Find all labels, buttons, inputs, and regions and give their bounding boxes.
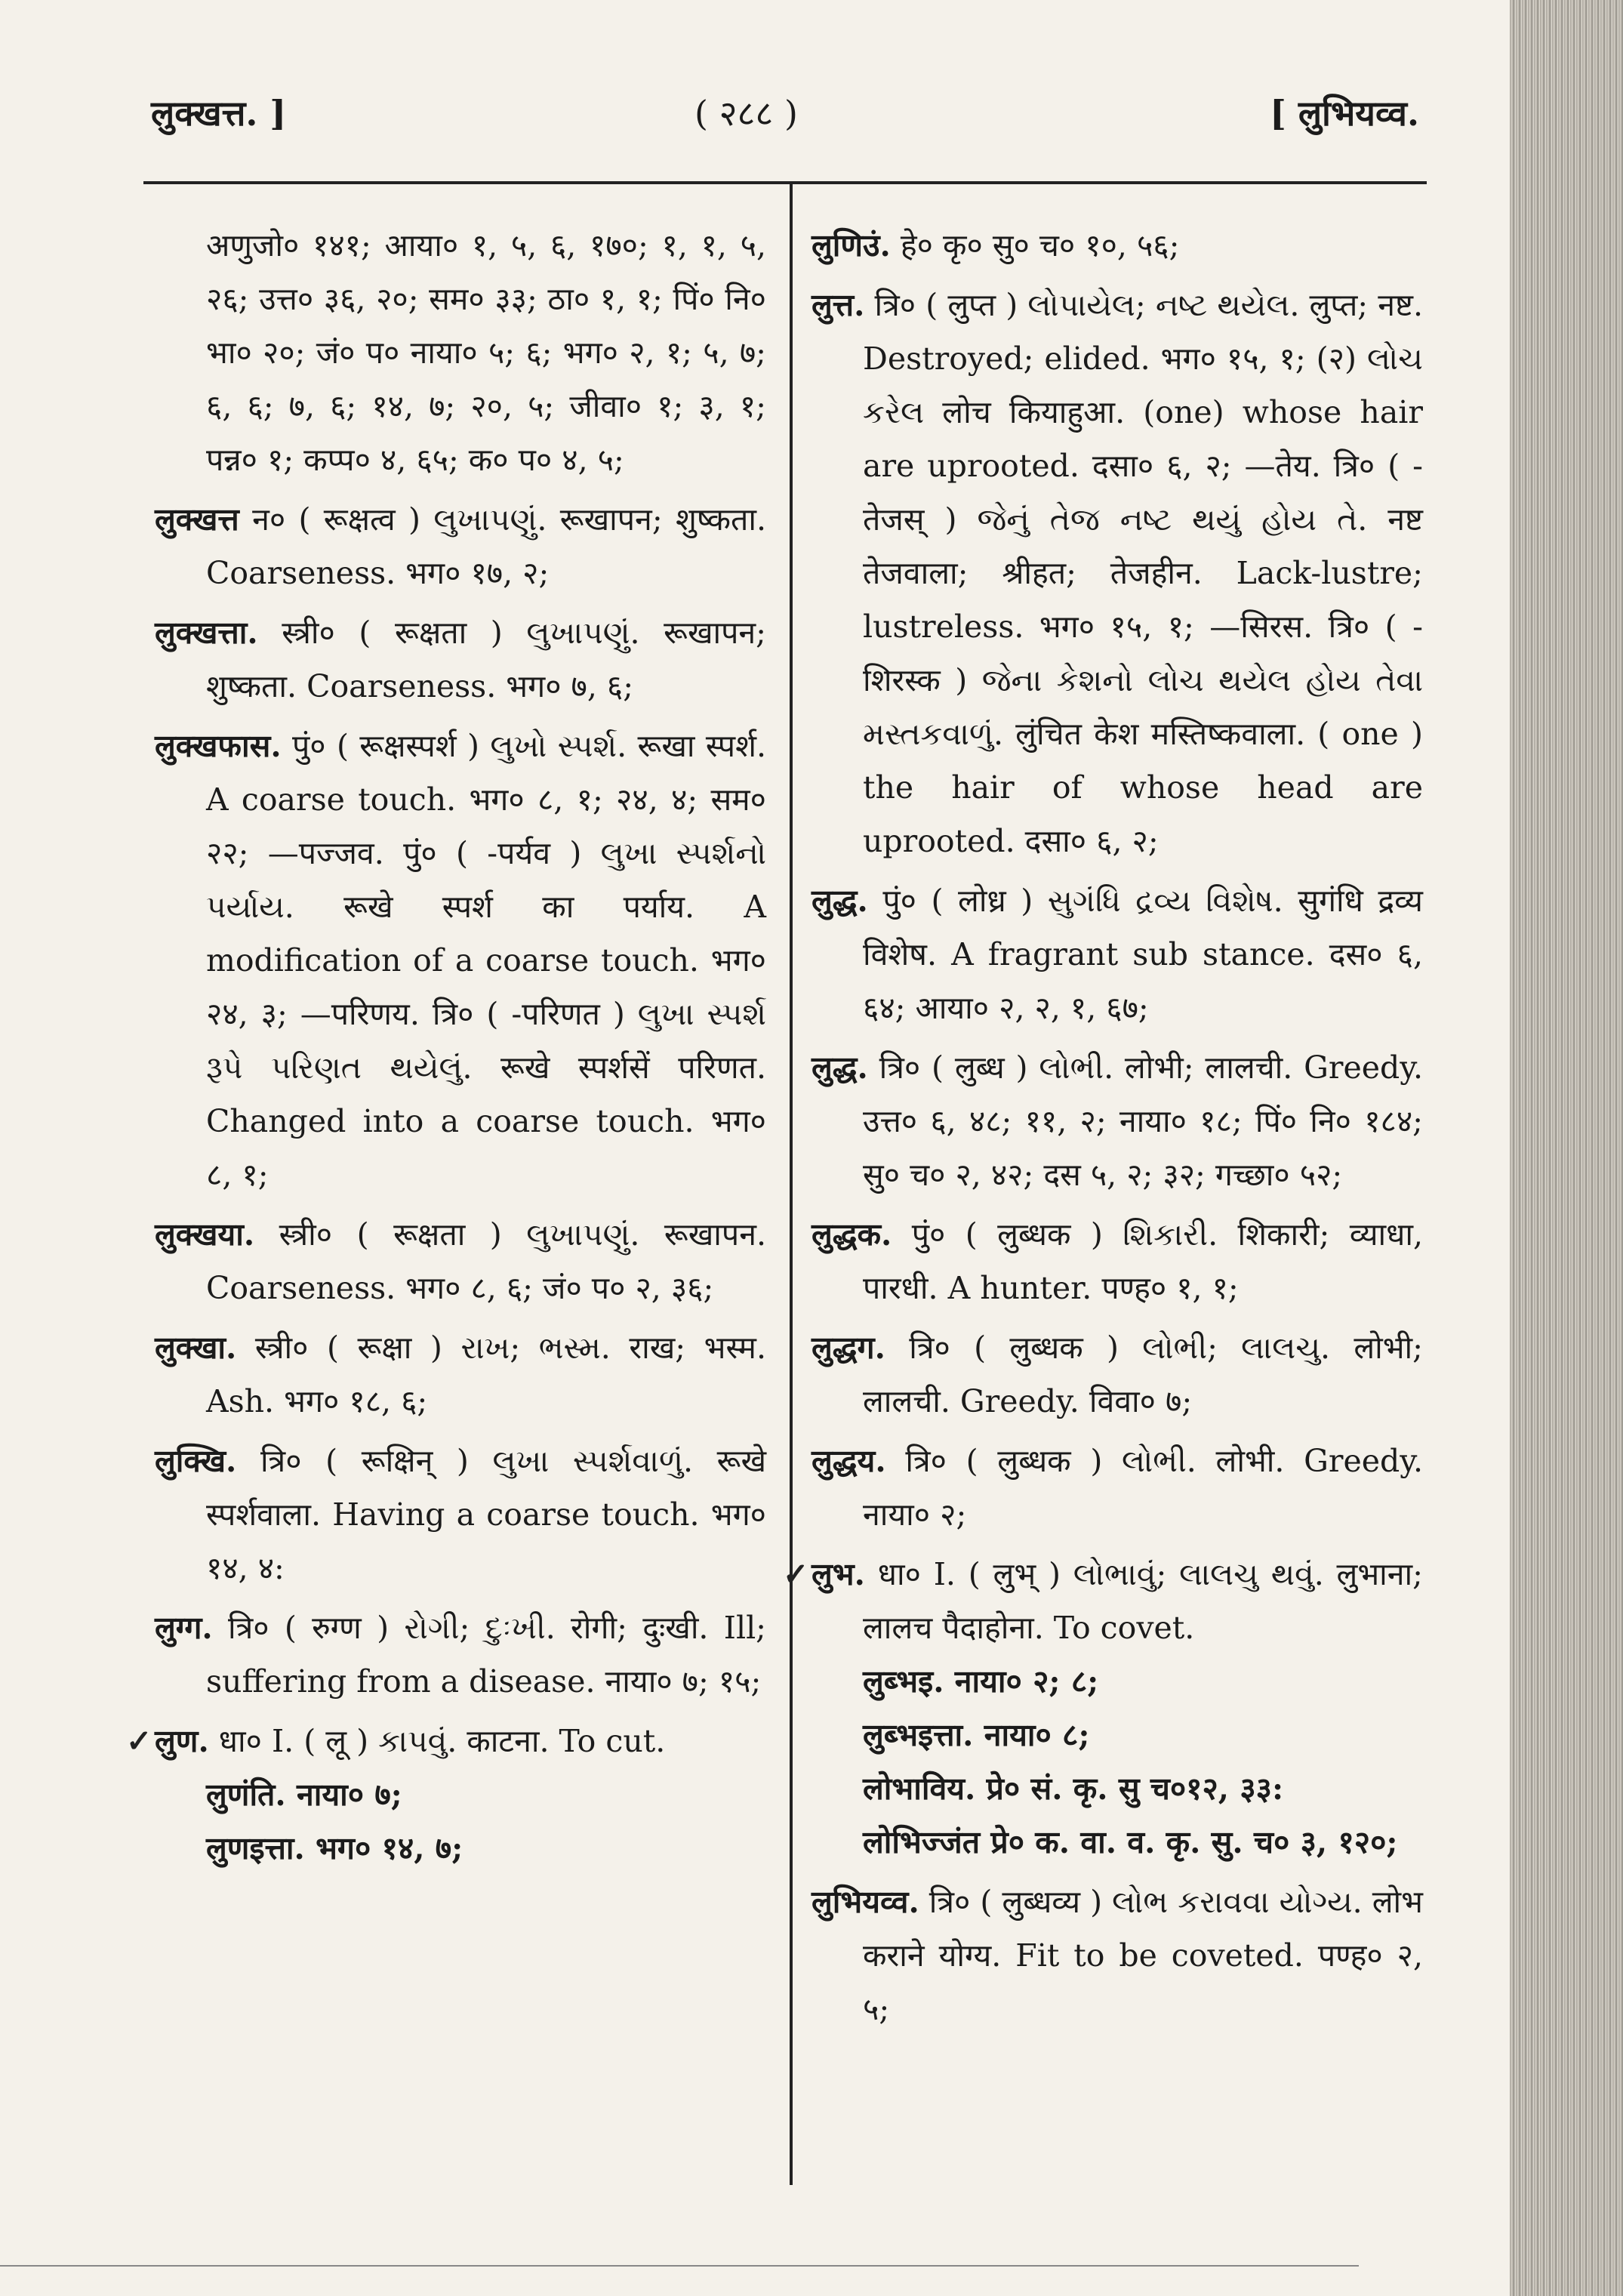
entry-headword: लुण.	[155, 1723, 209, 1759]
entry-body: त्रि० ( लुब्धक ) લોભી. लोभी. Greedy. नाया० २;	[863, 1443, 1423, 1533]
entry-subform: लोभिज्जंत प्रे० क. वा. व. कृ. सु. च० ३, १२०;	[863, 1824, 1398, 1860]
entry-subform: लुब्भइत्ता. नाया० ८;	[863, 1717, 1090, 1753]
entry-headword: लुभ.	[812, 1556, 865, 1592]
entry-headword: लुभियव्व.	[812, 1884, 919, 1920]
dictionary-entry	[155, 606, 766, 713]
handwritten-tick-mark: ✓	[783, 1556, 809, 1592]
page-edge-shadow	[1510, 0, 1623, 2296]
entry-body: स्त्री० ( रूक्षा ) રાખ; ભસ્મ. राख; भस्म. Ash. भग० १८, ६;	[206, 1330, 766, 1419]
entry-body: त्रि० ( लुब्धव्य ) લોભ કરાવવા યોગ્ય. लोभ कराने योग्य. Fit to be coveted. पण्ह० २, ५;	[863, 1884, 1423, 2027]
entry-headword: लुक्खफास.	[155, 728, 282, 764]
bottom-rule	[0, 2265, 1359, 2267]
entry-subform: लुणइत्ता. भग० १४, ७;	[206, 1830, 463, 1866]
entry-headword: लुद्धय.	[812, 1443, 886, 1479]
entry-subform: लुणंति. नाया० ७;	[206, 1777, 402, 1813]
entry-body: त्रि० ( लुब्धक ) લોભી; લાલચુ. लोभी; लालची. Greedy. विवा० ७;	[863, 1330, 1423, 1419]
entry-subform: लोभाविय. प्रे० सं. कृ. सु च०१२, ३३:	[863, 1771, 1284, 1807]
entry-body: पुं० ( लोध्र ) સુગંધિ દ્રવ્ય વિશેષ. सुगंधि द्रव्य विशेष. A fragrant sub stance. दस० ६, ६४; आया० २, २, १, ६७;	[863, 883, 1423, 1026]
column-divider	[790, 184, 793, 2185]
dictionary-entry	[155, 720, 766, 1202]
dictionary-entry	[155, 1321, 766, 1428]
entry-body: त्रि० ( लुप्त ) લોપાયેલ; નષ્ટ થયેલ. लुप्त; नष्ट. Destroyed; elided. भग० १५, १; (२) લોચ કરેલ लोच कियाहुआ. (one) whose hair are uprooted. दसा० ६, २; —तेय. त्रि० ( -तेजस् ) જેનું તેજ નષ્ટ થયું હોય તે. नष्ट तेजवाला; श्रीहत; तेजहीन. Lack-lustre; lustreless. भग० १५, १; —सिरस. त्रि० ( -शिरस्क ) જેના કેશનો લોચ થયેલ હોય તેવા મસ્તકવાળું. लुंचित केश मस्तिष्कवाला. ( one ) the hair of whose head are uprooted. दसा० ६, २;	[863, 287, 1423, 859]
entry-subform: लुब्भइ. नाया० २; ८;	[863, 1663, 1099, 1700]
dictionary-entry	[812, 1875, 1423, 2036]
dictionary-entry	[812, 219, 1423, 273]
entry-body: स्त्री० ( रूक्षता ) લુખાપણું. रूखापन; शुष्कता. Coarseness. भग० ७, ६;	[206, 615, 766, 704]
entry-body: त्रि० ( लुब्ध ) લોભી. लोभी; लालची. Greedy. उत्त० ६, ४८; ११, २; नाया० १८; पिं० नि० १८४; सु० च० २, ४२; दस ५, २; ३२; गच्छा० ५२;	[863, 1049, 1423, 1193]
entry-body: पुं० ( रूक्षस्पर्श ) લુખો સ્પર્શ. रूखा स्पर्श. A coarse touch. भग० ८, १; २४, ४; सम० २२; —पज्जव. पुं० ( -पर्यव ) લુખા સ્પર્શનો પર્યાય. रूखे स्पर्श का पर्याय. A modification of a coarse touch. भग० २४, ३; —परिणय. त्रि० ( -परिणत ) લુખા સ્પર્શ રૂપે પરિણત થયેલું. रूखे स्पर्शसें परिणत. Changed into a coarse touch. भग० ८, १;	[206, 728, 766, 1193]
header-right-guideword: [ लुभियव्व.	[1270, 93, 1419, 134]
entry-headword: लुक्खा.	[155, 1330, 237, 1366]
dictionary-entry	[155, 1435, 766, 1595]
page-header	[151, 89, 1419, 142]
entry-body: त्रि० ( रूक्षिन् ) લુખા સ્પર્શવાળું. रूखे स्पर्शवाला. Having a coarse touch. भग० १४, ४:	[206, 1443, 766, 1586]
dictionary-entry	[812, 1041, 1423, 1202]
dictionary-entry	[812, 1208, 1423, 1315]
dictionary-entry	[812, 874, 1423, 1035]
header-left-guideword: लुक्खत्त. ]	[151, 93, 287, 134]
header-rule	[143, 181, 1427, 184]
continuation-text: अणुजो० १४१; आया० १, ५, ६, १७०; १, १, ५, २६; उत्त० ३६, २०; सम० ३३; ठा० १, १; पिं० नि० भा० २०; जं० प० नाया० ५; ६; भग० २, १; ५, ७; ६, ६; ७, ६; १४, ७; २०, ५; जीवा० १; ३, १; पन्न० १; कप्प० ४, ६५; क० प० ४, ५;	[206, 227, 766, 478]
dictionary-entry	[812, 1435, 1423, 1542]
entry-body: पुं० ( लुब्धक ) શિકારી. शिकारी; व्याधा, पारधी. A hunter. पण्ह० १, १;	[863, 1216, 1423, 1306]
handwritten-tick-mark: ✓	[126, 1723, 152, 1759]
entry-headword: लुक्खि.	[155, 1443, 237, 1479]
entry-headword: लुक्खत्त	[155, 501, 239, 538]
page-number: ( २८८ )	[694, 93, 798, 134]
entry-body: हे० कृ० सु० च० १०, ५६;	[900, 227, 1180, 264]
dictionary-entry	[126, 1715, 766, 1768]
entry-body: धा० I. ( लुभ् ) લોભાવું; લાલચુ થવું. लुभाना; लालच पैदाहोना. To covet.	[863, 1556, 1423, 1646]
entry-headword: लुक्खया.	[155, 1216, 255, 1253]
dictionary-entry	[155, 1601, 766, 1709]
dictionary-entry	[812, 279, 1423, 868]
entry-headword: लुक्खत्ता.	[155, 615, 258, 651]
entry-headword: लुद्ध.	[812, 1049, 868, 1086]
entry-body: न० ( रूक्षत्व ) લુખાપણું. रूखापन; शुष्कता. Coarseness. भग० १७, २;	[206, 501, 766, 591]
entry-body: धा० I. ( लू ) કાપવું. काटना. To cut.	[218, 1723, 666, 1759]
entry-body: त्रि० ( रुग्ण ) રોગી; દુઃખી. रोगी; दुःखी. Ill; suffering from a disease. नाया० ७; १५;	[206, 1610, 766, 1700]
dictionary-entry	[812, 1321, 1423, 1428]
entry-headword: लुग्ग.	[155, 1610, 213, 1646]
entry-headword: लुत्त.	[812, 287, 865, 323]
dictionary-entry	[783, 1548, 1423, 1655]
dictionary-entry	[155, 493, 766, 600]
dictionary-entry	[155, 1208, 766, 1315]
entry-headword: लुद्धग.	[812, 1330, 885, 1366]
entry-body: स्त्री० ( रूक्षता ) લુખાપણું. रूखापन. Coarseness. भग० ८, ६; जं० प० २, ३६;	[206, 1216, 766, 1306]
entry-headword: लुद्ध.	[812, 883, 868, 919]
entry-headword: लुद्धक.	[812, 1216, 892, 1253]
entry-headword: लुणिउं.	[812, 227, 891, 264]
right-column	[783, 219, 1423, 2042]
left-column	[126, 219, 766, 1875]
